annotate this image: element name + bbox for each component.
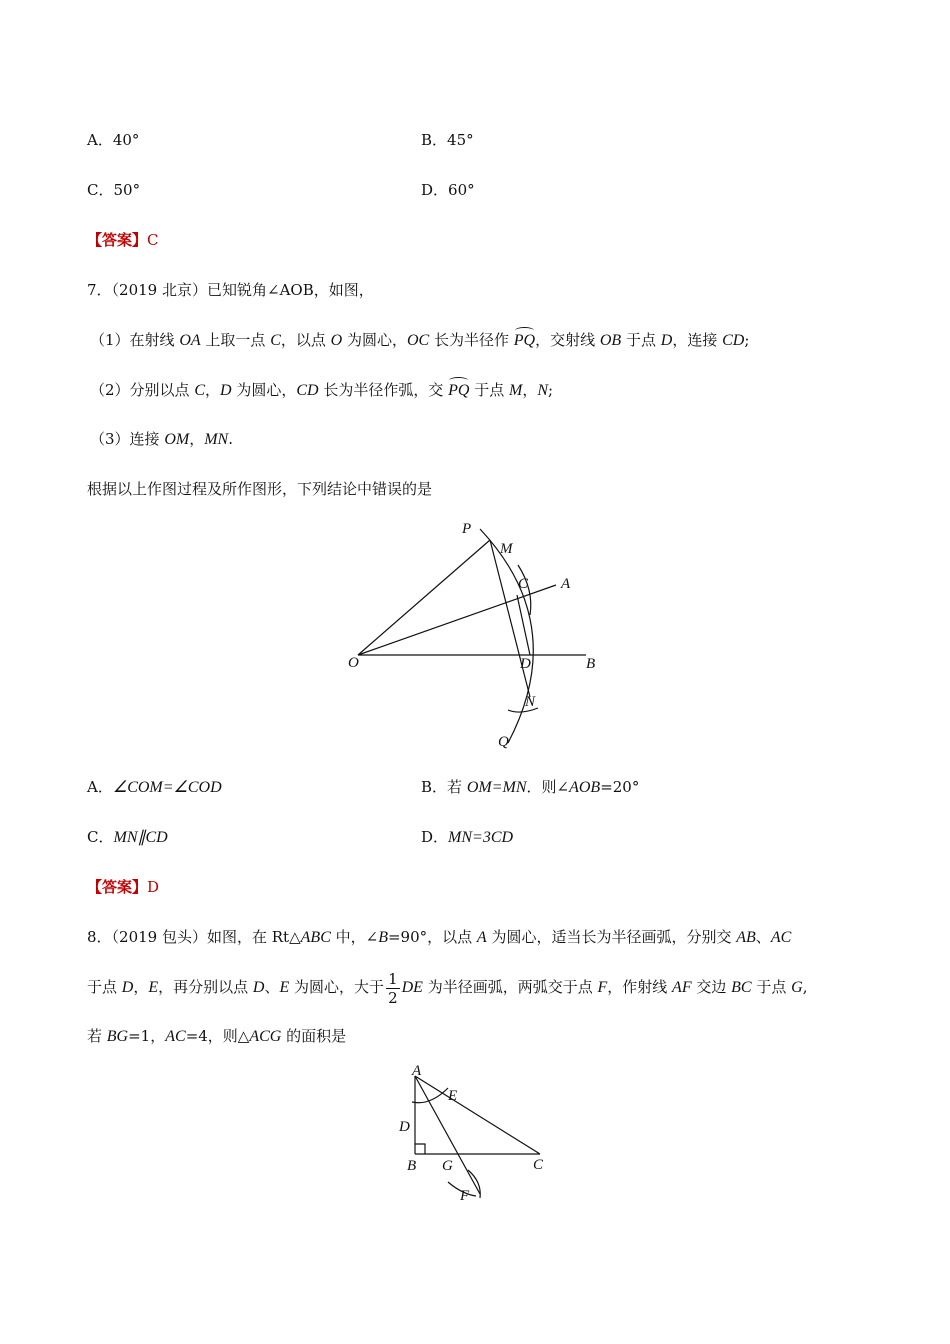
q7-option-b: B．若 OM=MN．则∠AOB=20° (421, 778, 640, 796)
segment-cd (517, 595, 530, 655)
label-e: E (448, 1088, 458, 1104)
segment-mn (490, 540, 530, 697)
segment-om (358, 540, 490, 655)
label-a: A (412, 1063, 422, 1079)
q6-option-b: B．45° (421, 131, 474, 149)
q7-option-d: D．MN=3CD (421, 828, 514, 846)
q7-question: 根据以上作图过程及所作图形，下列结论中错误的是 (87, 480, 433, 498)
label-g: G (442, 1158, 453, 1174)
label-m: M (500, 541, 513, 557)
q7-step2: （2）分别以点 C，D 为圆心，CD 长为半径作弧，交 PQ 于点 M，N; (90, 379, 553, 402)
label-f: F (460, 1188, 470, 1204)
q6-option-d: D．60° (421, 181, 475, 199)
q6-answer: 【答案】C (87, 231, 159, 249)
q7-answer: 【答案】D (87, 878, 160, 896)
label-d: D (520, 656, 531, 672)
fraction-one-half: $\frac{1}{2}$ (388, 969, 398, 1007)
right-angle-mark (415, 1144, 425, 1154)
label-b: B (586, 656, 596, 672)
q8-figure (390, 1062, 560, 1212)
q6-option-c: C．50° (87, 181, 141, 199)
q7-option-a: A．∠COM=∠COD (87, 778, 222, 796)
q7-option-c: C．MN∥CD (87, 828, 168, 846)
label-c: C (533, 1157, 544, 1173)
q7-figure (340, 515, 620, 755)
label-b: B (407, 1158, 417, 1174)
ray-oa (358, 585, 556, 655)
label-p: P (462, 521, 472, 537)
arc-de (412, 1088, 448, 1103)
label-n: N (525, 694, 536, 710)
label-d: D (399, 1119, 410, 1135)
q8-line3: 若 BG=1，AC=4，则△ACG 的面积是 (87, 1027, 347, 1045)
label-q: Q (498, 734, 509, 750)
q7-step1: （1）在射线 OA 上取一点 C，以点 O 为圆心，OC 长为半径作 PQ，交射线 OB 于点 D，连接 CD; (90, 329, 749, 352)
q8-line1: 8．（2019 包头）如图，在 Rt△ABC 中，∠B=90°，以点 A 为圆心，适当长为半径画弧，分别交 AB、AC (87, 928, 792, 946)
label-a: A (561, 576, 571, 592)
q7-step3: （3）连接 OM，MN. (90, 430, 233, 448)
segment-ac (415, 1076, 540, 1154)
label-o: O (348, 655, 359, 671)
q6-option-a: A．40° (87, 131, 140, 149)
q7-stem: 7．（2019 北京）已知锐角∠AOB，如图， (87, 281, 374, 299)
q8-line2: 于点 D，E，再分别以点 D、E 为圆心，大于 $\frac{1}{2}$ DE 为半径画弧，两弧交于点 F，作射线 AF 交边 BC 于点 G, (87, 969, 808, 1007)
label-c: C (518, 576, 529, 592)
